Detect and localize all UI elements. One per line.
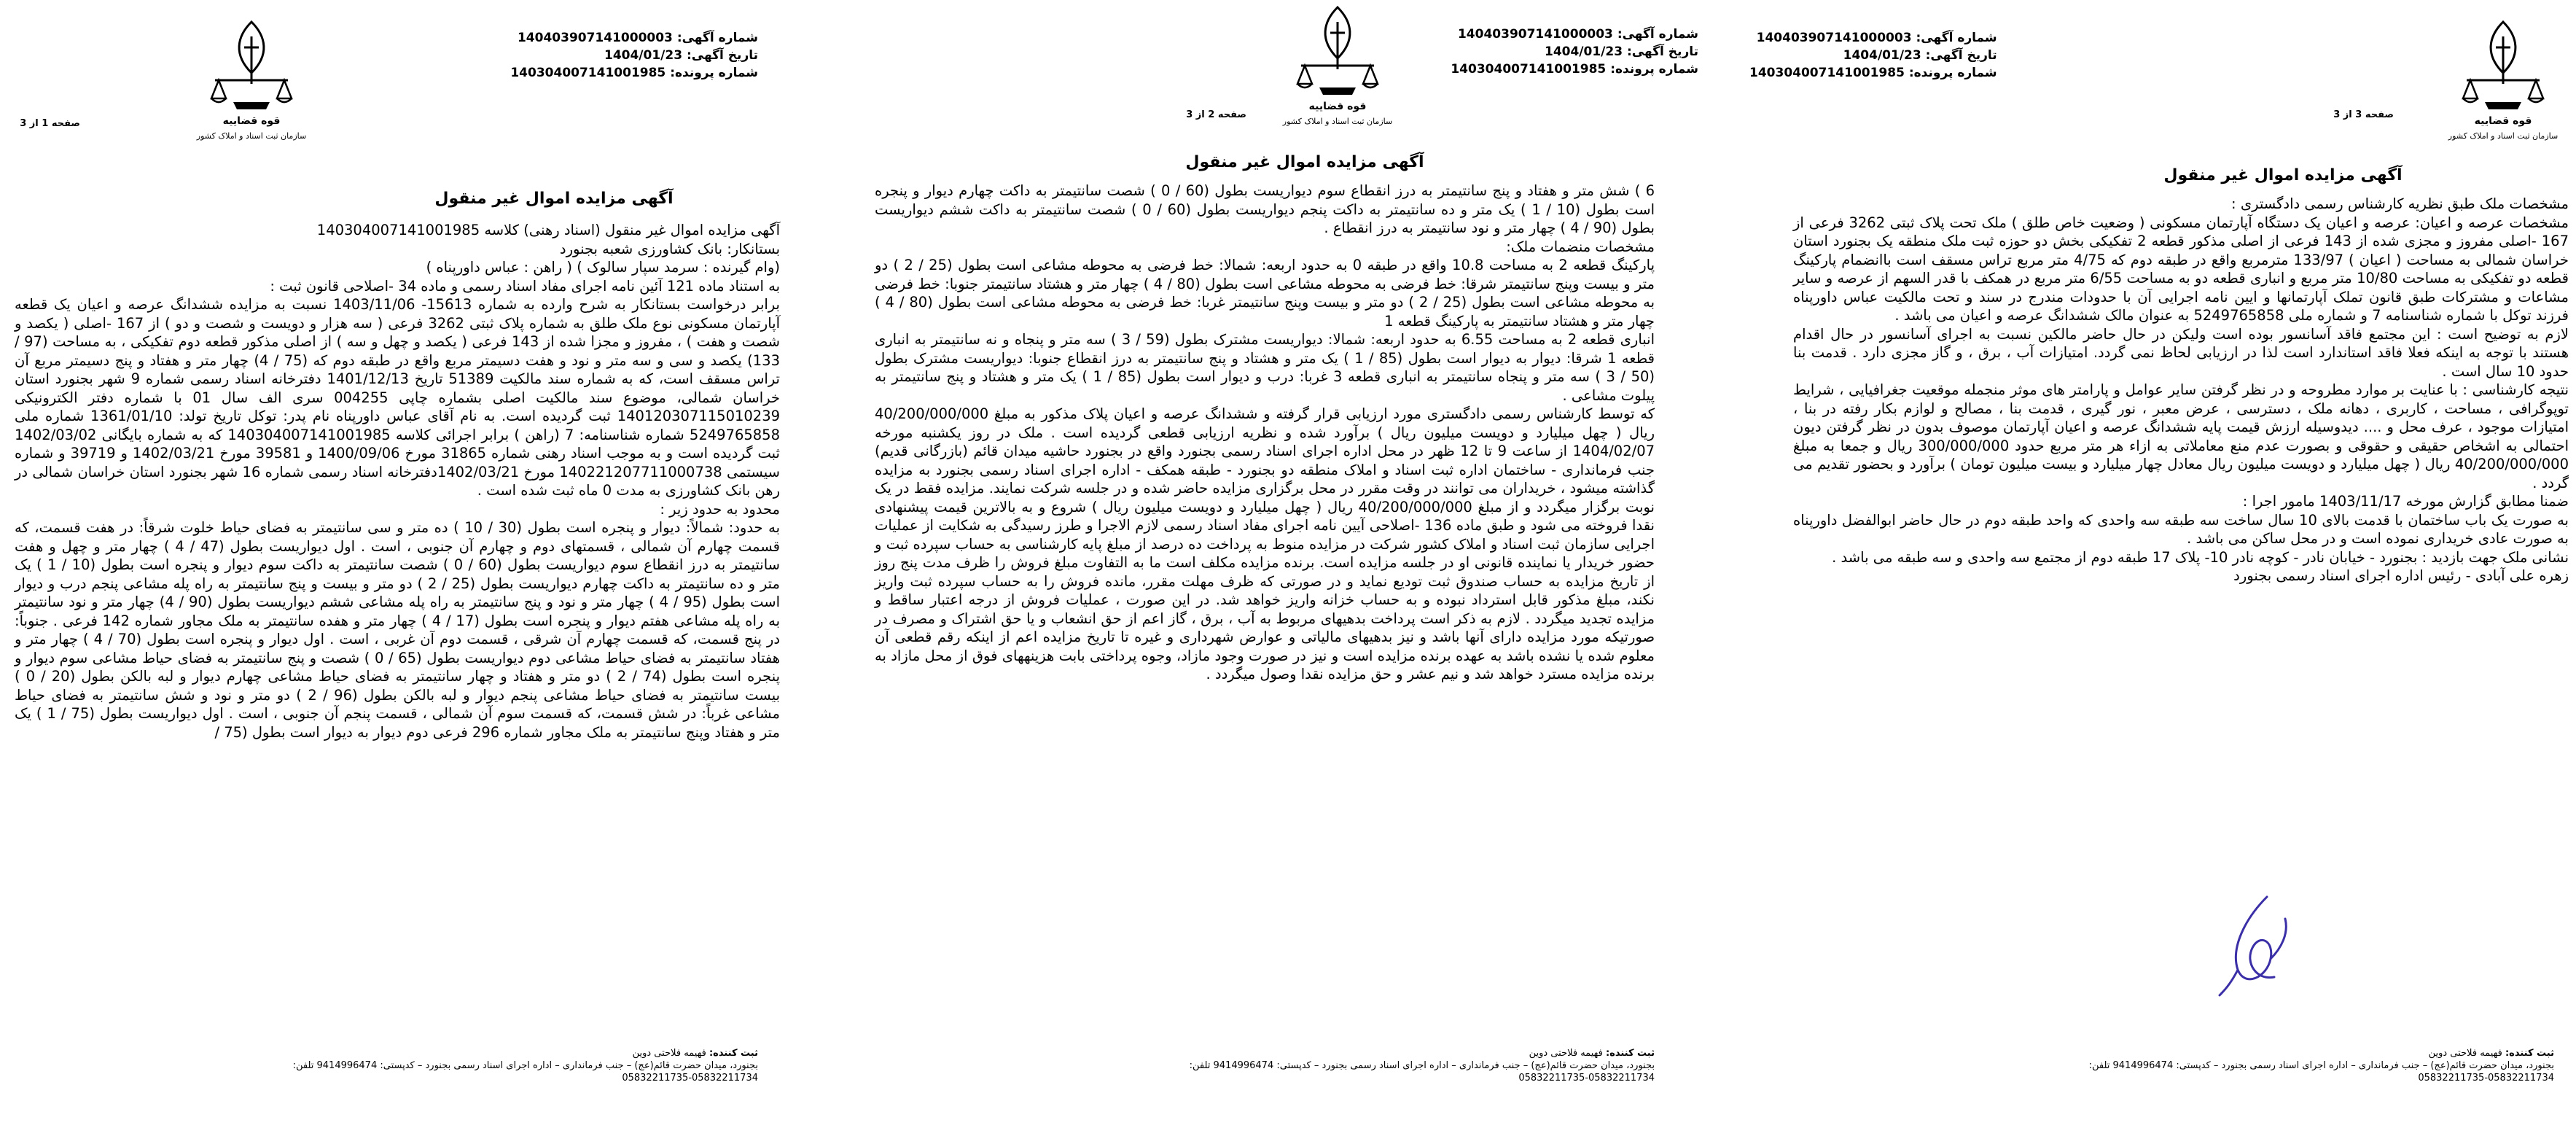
page-footer	[962, 1047, 1655, 1084]
ad-meta-block	[1749, 29, 1997, 82]
ad-date-line: تاریخ آگهی: 1404/01/23	[1544, 44, 1698, 59]
ad-date-line: تاریخ آگهی: 1404/01/23	[604, 48, 758, 63]
footer-phone: 05832211735-05832211734	[1518, 1073, 1655, 1084]
issuer-label: ثبت کننده:	[2505, 1048, 2554, 1059]
judiciary-emblem-icon	[2434, 15, 2572, 146]
issuer-name: فهیمه فلاحتی دوین	[2428, 1048, 2502, 1059]
footer-phone: 05832211735-05832211734	[2418, 1073, 2554, 1084]
judiciary-emblem-icon	[1268, 0, 1407, 131]
svg-text:سازمان ثبت اسناد و املاک کشور: سازمان ثبت اسناد و املاک کشور	[1282, 117, 1393, 126]
ad-date: 1404/01/23	[604, 48, 683, 63]
svg-text:سازمان ثبت اسناد و املاک کشور: سازمان ثبت اسناد و املاک کشور	[2448, 131, 2559, 141]
ad-date: 1404/01/23	[1843, 48, 1921, 63]
ad-number: 140403907141000003	[1457, 27, 1613, 42]
ad-meta-block	[510, 29, 758, 82]
issuer-label: ثبت کننده:	[709, 1048, 758, 1059]
file-number-line: شماره پرونده: 140304007141001985	[1749, 66, 1997, 80]
svg-text:سازمان ثبت اسناد و املاک کشور: سازمان ثبت اسناد و املاک کشور	[196, 131, 307, 141]
ad-number-line: شماره آگهی: 140403907141000003	[1756, 31, 1997, 45]
page-number: صفحه 2 از 3	[1186, 109, 1246, 120]
ad-date-line: تاریخ آگهی: 1404/01/23	[1843, 48, 1997, 63]
page-number: صفحه 1 از 3	[20, 118, 80, 129]
ad-meta-block	[1451, 26, 1698, 78]
footer-address: بجنورد، میدان حضرت قائم(عج) – جنب فرمانداری – اداره اجرای اسناد رسمی بجنورد – کدپستی: 9414996474 تلفن:	[1189, 1060, 1655, 1071]
page-header	[853, 0, 1698, 160]
ad-number: 140403907141000003	[517, 31, 673, 45]
page-number: صفحه 3 از 3	[2333, 109, 2394, 120]
page-header	[1749, 0, 2576, 160]
svg-text:قوه قضاییه: قوه قضاییه	[1308, 101, 1367, 112]
issuer-label: ثبت کننده:	[1605, 1048, 1655, 1059]
footer-phone: 05832211735-05832211734	[622, 1073, 758, 1084]
svg-text:قوه قضاییه: قوه قضاییه	[2474, 115, 2532, 127]
issuer-name: فهیمه فلاحتی دوین	[632, 1048, 706, 1059]
file-number-line: شماره پرونده: 140304007141001985	[1451, 62, 1698, 77]
notice-title: آگهی مزایده اموال غیر منقول	[2163, 166, 2403, 184]
signature-image	[2216, 890, 2303, 999]
notice-page-1	[0, 0, 802, 1128]
notice-title: آگهی مزایده اموال غیر منقول	[1185, 153, 1424, 171]
footer-address: بجنورد، میدان حضرت قائم(عج) – جنب فرمانداری – اداره اجرای اسناد رسمی بجنورد – کدپستی: 9414996474 تلفن:	[292, 1060, 758, 1071]
svg-text:قوه قضاییه: قوه قضاییه	[222, 115, 281, 127]
file-number: 140304007141001985	[1451, 62, 1607, 77]
notice-body: مشخصات ملک طبق نظریه کارشناس رسمی دادگستری : مشخصات عرصه و اعیان: عرصه و اعیان یک دستگاه آپارتمان مسکونی ( وضعیت خاص طلق ) ملک تحت پلاک ثبتی 3262 فرعی از 167 -اصلی مفروز و مجزی شده از 143 فرعی از اصلی مذکور قطعه 2 تفکیکی بخش دو حوزه ثبت ملک منطقه یک بجنورد استان خراسان شمالی به مساحت ( اعیان ) 133/97 مترمربع واقع در طبقه دوم که 4/75 متر مربع تراس مسقف است باانضمام پارکینگ قطعه دو تفکیکی به مساحت 10/80 متر مربع و انباری قطعه دو به مساحت 6/55 متر مربع در همکف با قدر السهم از عرصه و سایر مشاعات و مشترکات طبق قانون تملک آپارتمانها و ایین نامه اجرایی آن با حدودات مندرج در سند و تحت مالکیت عباس داورپناه فرزند توکل با شماره شناسنامه 7 و شماره ملی 5249765858 به عنوان مالک ششدانگ عرصه و اعیان می باشد . لازم به توضیح است : این مجتمع فاقد آسانسور بوده است ولیکن در حال حاضر مالکین نسبت به اجرای آسانسور در حال اقدام هستند با توجه به اینکه فعلا فاقد استاندارد است لذا در ارزیابی لحاظ نمی گردد. امتیازات آب ، برق ، و گاز مجزی دارد . قدمت بنا حدود 10 سال است . نتیجه کارشناسی : با عنایت بر موارد مطروحه و در نظر گرفتن سایر عوامل و پارامتر های موثر منجمله موقعیت جغرافیایی ، شرایط توپوگرافی ، مساحت ، کاربری ، دهانه ملک ، دسترسی ، عرض معبر ، نور گیری ، قدمت بنا ، مصالح و لوازم بکار رفته در بنا ، امتیازات موجود ، عرف محل و .... دیدوسیله ارزش قیمت پایه ششدانگ عرصه و اعیان آپارتمان موصوف بدون در نظر گرفتن دیون احتمالی به اشخاص حقیقی و حقوقی و بصورت عدم منع معاملاتی به ازاء هر متر مربع حدود 300/000/000 ریال و جمعا به مبلغ 40/200/000/000 ریال ( چهل میلیارد و دویست میلیون ریال معادل چهار میلیارد و بیست میلیون تومان ) برآورد و بحضور تقدیم می گردد . ضمنا مطابق گزارش مورخه 1403/11/17 مامور اجرا : به صورت یک باب ساختمان با قدمت بالای 10 سال ساخت سه طبقه سه واحدی که واحد طبقه دوم در حال حاضر ابوالفضل داورپناه به صورت عادی خریداری نموده است و در محل ساکن می باشد . نشانی ملک جهت بازدید : بجنورد - خیابان نادر - کوچه نادر 10- پلاک 17 طبقه دوم از مجتمع سه واحدی و سه طبقه می باشد . زهره علی آبادی - رئیس اداره اجرای اسناد رسمی بجنورد	[1793, 195, 2569, 584]
ad-date: 1404/01/23	[1544, 44, 1623, 59]
notice-page-2	[853, 0, 1698, 1128]
issuer-name: فهیمه فلاحتی دوین	[1529, 1048, 1603, 1059]
page-header	[0, 0, 802, 160]
file-number-line: شماره پرونده: 140304007141001985	[510, 66, 758, 80]
notice-body: 6 ) شش متر و هفتاد و پنج سانتیمتر به درز انقطاع سوم دیواریست بطول (60 / 0 ) شصت سانتیمتر به داکت چهارم دیوار و پنجره است بطول (10 / 1 ) یک متر و ده سانتیمتر به داکت پنجم دیواریست بطول (60 / 0 ) شصت سانتیمتر به داکت ششم دیواریست بطول (90 / 4 ) چهار متر و نود سانتیمتر به درز انقطاع . مشخصات منضمات ملک: پارکینگ قطعه 2 به مساحت 10.8 واقع در طبقه 0 به حدود اربعه: شمالا: خط فرضی به محوطه مشاعی است بطول (25 / 2 ) دو متر و بیست وپنج سانتیمتر شرقا: خط فرضی به محوطه مشاعی است بطول (80 / 4 ) چهار متر و هشتاد سانتیمتر جنوبا: خط فرضی به محوطه مشاعی است بطول (25 / 2 ) دو متر و بیست وپنج سانتیمتر غربا: خط فرضی به محوطه مشاعی است بطول (80 / 4 ) چهار متر و هشتاد سانتیمتر به پارکینگ قطعه 1 انباری قطعه 2 به مساحت 6.55 به حدود اربعه: شمالا: دیواریست مشترک بطول (59 / 3 ) سه متر و پنجاه و نه سانتیمتر به انباری قطعه 1 شرقا: دیوار به دیوار است بطول (85 / 1 ) یک متر و هشتاد و پنج سانتیمتر به درز انقطاع جنوبا: دیواریست مشترک بطول (50 / 3 ) سه متر و پنجاه سانتیمتر به انباری قطعه 3 غربا: درب و دیوار است بطول (85 / 1 ) یک متر و هشتاد و پنج سانتیمتر به پیلوت مشاعی . که توسط کارشناس رسمی دادگستری مورد ارزیابی قرار گرفته و ششدانگ عرصه و اعیان پلاک مذکور به مبلغ 40/200/000/000 ریال ( چهل میلیارد و دویست میلیون ریال ) برآورد شده و نظریه ارزیابی قطعی گردیده است . ملک در روز یکشنبه مورخه 1404/02/07 از ساعت 9 تا 12 ظهر در محل اداره اجرای اسناد رسمی بجنورد واقع در بجنورد حاشیه میدان قائم (بازرگانی قدیم) جنب فرمانداری - ساختمان اداره ثبت اسناد و املاک منطقه دو بجنورد - طبقه همکف - اداره اجرای اسناد رسمی بجنورد به مزایده گذاشته میشود ، خریداران می توانند در وقت مقرر در محل برگزاری مزایده حاضر شده و در جلسه شرکت نمایند. مزایده فقط در یک نوبت برگزار میگردد و از مبلغ 40/200/000/000 ریال ( چهل میلیارد و دویست میلیون ریال ) شروع و به بالاترین قیمت پیشنهادی نقدا فروخته می شود و طبق ماده 136 -اصلاحی آیین نامه اجرای مفاد اسناد رسمی لازم الاجرا و طرز رسیدگی به شکایت از عملیات اجرایی سازمان ثبت اسناد و املاک کشور شرکت در مزایده منوط به پرداخت ده درصد از مبلغ پایه کارشناسی به حساب سپرده ثبت و حضور خریدار یا نماینده قانونی او در جلسه مزایده است. برنده مزایده مکلف است ما به التفاوت مبلغ فروش را ظرف مدت پنج روز از تاریخ مزایده به حساب صندوق ثبت تودیع نماید و در صورتی که ظرف مهلت مقرر، مانده فروش را به حساب سپرده ثبت واریز نکند، مبلغ مذکور قابل استرداد نبوده و به حساب خزانه واریز خواهد شد. در این صورت ، عملیات فروش از درجه اعتبار ساقط و مزایده تجدید میگردد . لازم به ذکر است پرداخت بدهیهای مربوط به آب ، برق ، گاز اعم از حق انشعاب و یا حق اشتراک و مصرف در صورتیکه مورد مزایده دارای آنها باشد و نیز بدهیهای مالیاتی و عوارض شهرداری و غیره تا تاریخ مزایده اعم از اینکه رقم قطعی آن معلوم شده یا نشده باشد به عهده برنده مزایده است و نیز در صورت وجود مازاد، وجوه پرداختی بابت هزینههای فوق از محل مازاد به برنده مزایده مسترد خواهد شد و نیم عشر و حق مزایده نقدا وصول میگردد .	[875, 182, 1655, 682]
page-footer	[102, 1047, 758, 1084]
ad-number-line: شماره آگهی: 140403907141000003	[517, 31, 758, 45]
file-number: 140304007141001985	[1749, 66, 1905, 80]
footer-address: بجنورد، میدان حضرت قائم(عج) – جنب فرمانداری – اداره اجرای اسناد رسمی بجنورد – کدپستی: 9414996474 تلفن:	[2088, 1060, 2554, 1071]
notice-page-3	[1749, 0, 2576, 1128]
notice-body: آگهی مزایده اموال غیر منقول (اسناد رهنی) کلاسه 140304007141001985 بستانکار: بانک کشاورزی شعبه بجنورد (وام گیرنده : سرمد سپار سالوک ) ( راهن : عباس داورپناه ) به استناد ماده 121 آئین نامه اجرای مفاد اسناد رسمی و ماده 34 -اصلاحی قانون ثبت : برابر درخواست بستانکار به شرح وارده به شماره 15613- 1403/11/06 نسبت به مزایده ششدانگ عرصه و اعیان یک قطعه آپارتمان مسکونی نوع ملک طلق به شماره پلاک ثبتی 3262 فرعی ( سه هزار و دویست و شصت و دو ) از 167 -اصلی ( یکصد و شصت و هفت ) ، مفروز و مجزا شده از 143 فرعی ( یکصد و چهل و سه ) از اصلی مذکور قطعه دوم تفکیکی ، به مساحت (97 / 133) یکصد و سی و سه متر و نود و هفت دسیمتر مربع واقع در طبقه دوم که (75 / 4) چهار متر و هفتاد و پنج دسیمتر مربع آن تراس مسقف است، که به شماره سند مالکیت 51389 تاریخ 1401/12/13 دفترخانه اسناد رسمی شماره 9 شهر بجنورد استان خراسان شمالی، موضوع سند مالکیت اصلی بشماره چاپی 004255 سری الف سال 01 با شماره دفتر الکترونیکی 140120307115010239 ثبت گردیده است. به نام آقای عباس داورپناه نام پدر: توکل تاریخ تولد: 1361/01/10 شماره ملی 5249765858 شماره شناسنامه: 7 (راهن ) برابر اجرائی کلاسه 140304007141001985 که به شماره بایگانی 1402/03/02 ثبت گردیده است و به موجب اسناد رهنی شماره 31865 مورخ 1400/09/06 و 39581 مورخ 1402/03/21 و 39719 و شماره سیستمی 140221207711000738 مورخ 1402/03/21دفترخانه اسناد رسمی شماره 16 شهر بجنورد استان خراسان شمالی در رهن بانک کشاورزی به مدت 0 ماه ثبت شده است . محدود به حدود زیر : به حدود: شمالاً: دیوار و پنجره است بطول (30 / 10 ) ده متر و سی سانتیمتر به فضای حیاط خلوت شرقاً: در هفت قسمت، که قسمت چهارم آن شمالی ، قسمتهای دوم و چهارم آن جنوبی ، است . اول دیواریست بطول (47 / 4 ) چهار متر و چهل و هفت سانتیمتر به درز انقطاع سوم دیواریست بطول (60 / 0 ) شصت سانتیمتر به داکت سوم دیوار و پنجره است بطول (10 / 1 ) یک متر و ده سانتیمتر به داکت چهارم دیواریست بطول (25 / 2 ) دو متر و بیست و پنج سانتیمتر به راه پله مشاعی پنجم درب و دیوار است بطول (95 / 4 ) چهار متر و نود و پنج سانتیمتر به راه پله مشاعی ششم دیواریست بطول (90 / 4) چهار متر و نود سانتیمتر به راه پله مشاعی هفتم دیوار و پنجره است بطول (17 / 4 ) چهار متر و هفده سانتیمتر به ملک مجاور شماره 142 فرعی . جنوباً: در پنج قسمت، که قسمت چهارم آن شرقی ، قسمت دوم آن غربی ، است . اول دیوار و پنجره است بطول (70 / 4 ) چهار متر و هفتاد سانتیمتر به فضای حیاط مشاعی دوم دیواریست بطول (65 / 0 ) شصت و پنج سانتیمتر به فضای حیاط مشاعی سوم دیوار و پنجره است بطول (74 / 2 ) دو متر و هفتاد و چهار سانتیمتر به فضای حیاط مشاعی چهارم دیوار و لبه بالکن بطول (20 / 0 ) بیست سانتیمتر به فضای حیاط مشاعی پنجم دیوار و لبه بالکن بطول (96 / 2 ) دو متر و نود و شش سانتیمتر به فضای حیاط مشاعی غرباً: در شش قسمت، که قسمت سوم آن شمالی ، قسمت پنجم آن جنوبی ، است . اول دیواریست بطول (75 / 1 ) یک متر و هفتاد وپنج سانتیمتر به ملک مجاور شماره 296 فرعی دوم دیوار به دیوار است بطول (75 /	[15, 222, 781, 741]
page-footer	[1898, 1047, 2554, 1084]
judiciary-emblem-icon	[182, 15, 321, 146]
ad-number: 140403907141000003	[1756, 31, 1912, 45]
notice-title: آگهی مزایده اموال غیر منقول	[434, 190, 674, 208]
ad-number-line: شماره آگهی: 140403907141000003	[1457, 27, 1698, 42]
file-number: 140304007141001985	[510, 66, 666, 80]
